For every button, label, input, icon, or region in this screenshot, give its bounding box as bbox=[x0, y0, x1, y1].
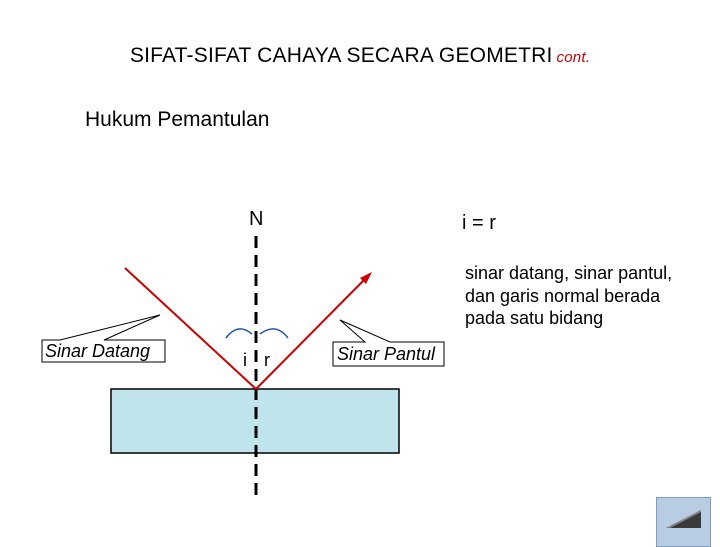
normal-label: N bbox=[249, 208, 264, 230]
angle-r-label: r bbox=[264, 350, 270, 370]
section-heading: Hukum Pemantulan bbox=[85, 108, 270, 131]
incident-ray bbox=[125, 268, 256, 389]
angle-r-arc bbox=[260, 329, 288, 338]
slide-title-main: SIFAT-SIFAT CAHAYA SECARA GEOMETRI bbox=[129, 44, 553, 67]
angle-i-label: i bbox=[243, 350, 247, 370]
reflected-callout-label: Sinar Pantul bbox=[337, 344, 436, 364]
angle-i-arc bbox=[226, 329, 252, 338]
description-text: sinar datang, sinar pantul, dan garis normal berada pada satu bidang bbox=[465, 263, 673, 328]
back-triangle-icon bbox=[657, 498, 710, 546]
slide-title-suffix: cont. bbox=[556, 49, 591, 66]
equation-label: i = r bbox=[462, 212, 496, 234]
incident-callout-label: Sinar Datang bbox=[45, 341, 151, 361]
reflected-ray bbox=[256, 278, 366, 389]
